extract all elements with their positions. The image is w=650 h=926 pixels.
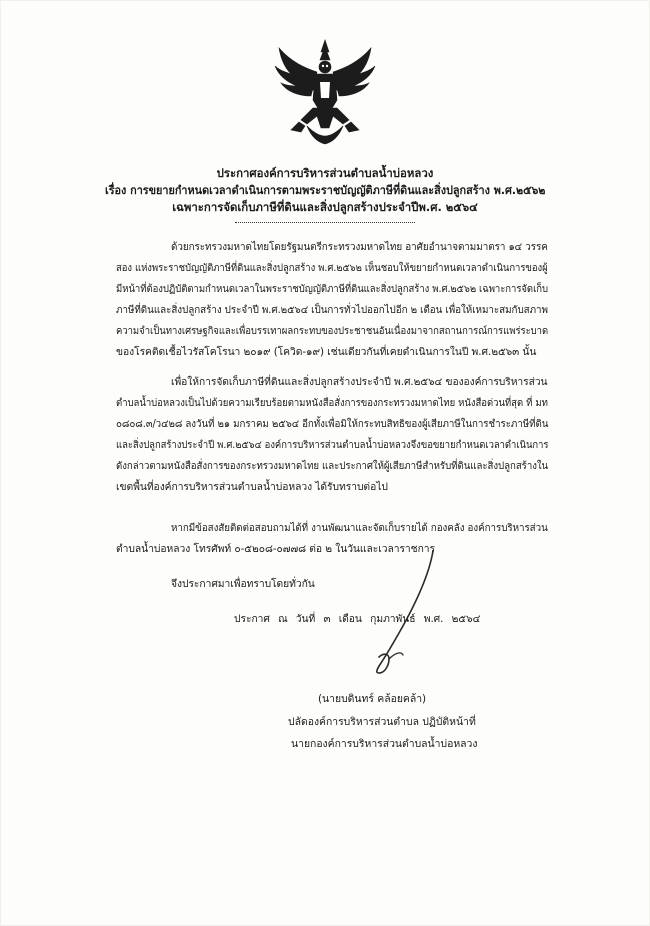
para2-line: ๐๘๐๘.๓/ว๔๒๘ ลงวันที่ ๒๑ มกราคม ๒๕๖๔ อีกทั้งเพื่อมิให้กระทบสิทธิของผู้เสียภาษีในการชำระภาษีที่ดิน bbox=[116, 418, 549, 430]
para2-line: และสิ่งปลูกสร้างประจำปี พ.ศ.๒๕๖๔ องค์การบริหารส่วนตำบลน้ำบ่อหลวงจึงขอขยายกำหนดเวลาดำเนินการ bbox=[116, 439, 549, 451]
para3-line: ตำบลน้ำบ่อหลวง โทรศัพท์ ๐-๕๒๐๘-๐๗๗๘ ต่อ ๒ ในวันและเวลาราชการ bbox=[116, 543, 435, 555]
para2-line: เขตพื้นที่องค์การบริหารส่วนตำบลน้ำบ่อหลวง ได้รับทราบต่อไป bbox=[116, 481, 388, 493]
garuda-emblem-icon bbox=[271, 38, 379, 150]
closing-statement: จึงประกาศมาเพื่อทราบโดยทั่วกัน bbox=[171, 578, 315, 590]
para2-line: ดังกล่าวตามหนังสือสั่งการของกระทรวงมหาดไทย และประกาศให้ผู้เสียภาษีสำหรับที่ดินและสิ่งปลูกสร้างใน bbox=[116, 460, 549, 472]
handwritten-signature bbox=[355, 545, 475, 685]
document-title: ประกาศองค์การบริหารส่วนตำบลน้ำบ่อหลวง bbox=[216, 166, 434, 180]
para3-line: หากมีข้อสงสัยติดต่อสอบถามได้ที่ งานพัฒนาและจัดเก็บรายได้ กองคลัง องค์การบริหารส่วน bbox=[171, 522, 548, 534]
para1-line: มีหน้าที่ต้องปฏิบัติตามกำหนดเวลาในพระราชบัญญัติภาษีที่ดินและสิ่งปลูกสร้าง พ.ศ.๒๕๖๒ เฉพาะการจัดเก็บ bbox=[116, 283, 548, 295]
para2-line: ตำบลน้ำบ่อหลวงเป็นไปด้วยความเรียบร้อยตามหนังสือสั่งการของกระทรวงมหาดไทย หนังสือด่วนที่สุด ที่ มท bbox=[116, 397, 548, 409]
signatory-name: (นายบดินทร์ คล้อยคล้า) bbox=[318, 693, 427, 705]
document-subject: เรื่อง การขยายกำหนดเวลาดำเนินการตามพระราชบัญญัติภาษีที่ดินและสิ่งปลูกสร้าง พ.ศ.๒๕๖๒ bbox=[104, 183, 546, 197]
para2-line: เพื่อให้การจัดเก็บภาษีที่ดินและสิ่งปลูกสร้างประจำปี พ.ศ.๒๕๖๔ ขององค์การบริหารส่วน bbox=[171, 376, 548, 388]
signatory-position-line2: นายกองค์การบริหารส่วนตำบลน้ำบ่อหลวง bbox=[291, 738, 478, 750]
document-subject-continuation: เฉพาะการจัดเก็บภาษีที่ดินและสิ่งปลูกสร้างประจำปีพ.ศ. ๒๕๖๔ bbox=[172, 200, 478, 214]
para1-line: ด้วยกระทรวงมหาดไทยโดยรัฐมนตรีกระทรวงมหาดไทย อาศัยอำนาจตามมาตรา ๑๔ วรรค bbox=[171, 241, 548, 253]
para1-line: ภาษีที่ดินและสิ่งปลูกสร้าง ประจำปี พ.ศ.๒๕๖๔ เป็นการทั่วไปออกไปอีก ๒ เดือน เพื่อให้เหมาะสมกับสภาพ bbox=[116, 304, 548, 316]
para1-line: ของโรคติดเชื้อไวรัสโคโรนา ๒๐๑๙ (โควิด-๑๙) เช่นเดียวกันที่เคยดำเนินการในปี พ.ศ.๒๕๖๓ นั้น bbox=[116, 346, 537, 358]
signatory-position-line1: ปลัดองค์การบริหารส่วนตำบล ปฏิบัติหน้าที่ bbox=[288, 716, 476, 728]
para1-line: สอง แห่งพระราชบัญญัติภาษีที่ดินและสิ่งปลูกสร้าง พ.ศ.๒๕๖๒ เห็นชอบให้ขยายกำหนดเวลาดำเนินการของผู้ bbox=[116, 262, 548, 274]
heading-divider bbox=[235, 222, 415, 223]
para1-line: ความจำเป็นทางเศรษฐกิจและเพื่อบรรเทาผลกระทบของประชาชนอันเนื่องมาจากสถานการณ์การแพร่ระบาด bbox=[116, 325, 549, 337]
announcement-date: ประกาศ ณ วันที่ ๓ เดือน กุมภาพันธ์ พ.ศ. ๒๕๖๔ bbox=[234, 613, 481, 625]
